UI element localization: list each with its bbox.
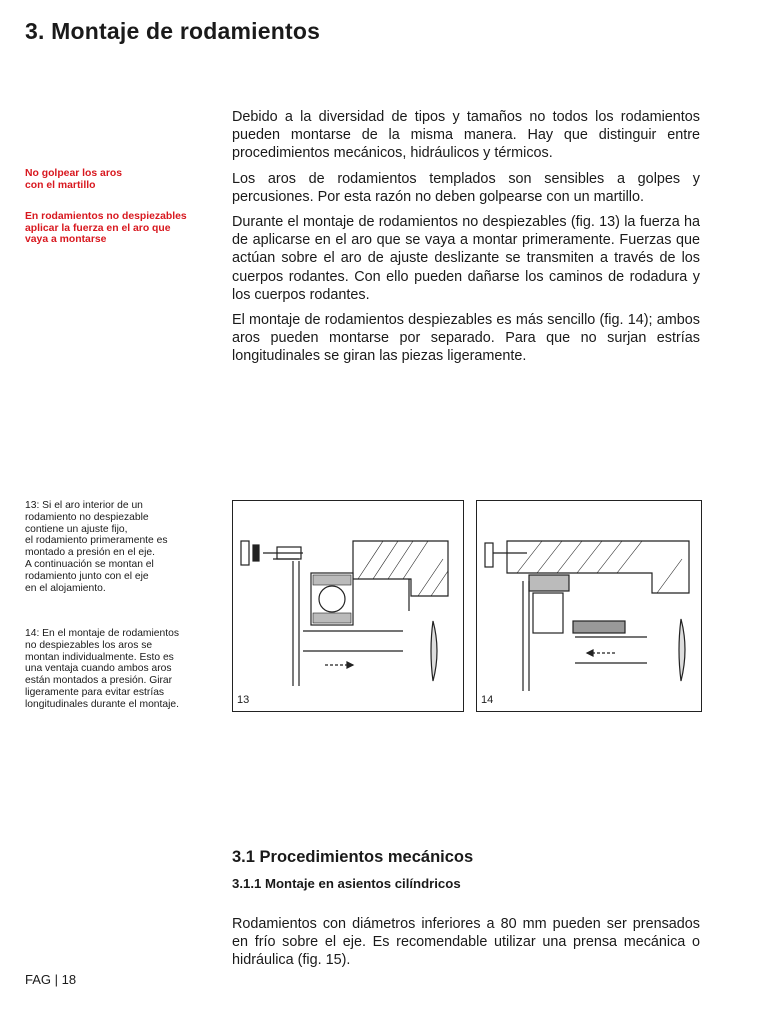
figure-14 [476, 500, 702, 712]
subsection-heading: 3.1.1 Montaje en asientos cilíndricos [232, 876, 461, 891]
figure-14-number: 14 [481, 694, 494, 706]
intro-text-block [232, 108, 700, 373]
body-paragraph: El montaje de rodamientos despiezables es más sencillo (fig. 14); ambos aros pueden montarse por separado. Para que no surjan estrías longitudinales se giran las piezas ligeramente. [232, 312, 700, 365]
margin-note-hammer: No golpear los aros con el martillo [25, 168, 123, 191]
figure-14-caption: 14: En el montaje de rodamientos no despiezables los aros se montan individualmente. Esto es una ventaja cuando ambos aros están montados a presión. Girar ligeramente para evitar estrías longitudinales durante el montaje. [25, 628, 179, 710]
body-paragraph: Los aros de rodamientos templados son sensibles a golpes y percusiones. Por esta razón no deben golpearse con un martillo. [232, 170, 700, 205]
margin-note-force: En rodamientos no despiezables aplicar la fuerza en el aro que vaya a montarse [25, 211, 187, 246]
figure-14-drawing [477, 501, 701, 711]
page-title: 3. Montaje de rodamientos [25, 18, 321, 44]
figure-13-drawing [233, 501, 463, 711]
figure-13 [232, 500, 464, 712]
body-paragraph: Debido a la diversidad de tipos y tamaños no todos los rodamientos pueden montarse de la misma manera. Hay que distinguir entre procedimientos mecánicos, hidráulicos y térmicos. [232, 109, 700, 162]
body-paragraph: Durante el montaje de rodamientos no despiezables (fig. 13) la fuerza ha de aplicarse en el aro que se vaya a montar primeramente. Fuerzas que actúan sobre el aro de ajuste deslizante se transmiten a través de los cuerpos rodantes. Con ello pueden dañarse los caminos de rodadura y los cuerpos rodantes. [232, 214, 700, 303]
figure-13-number: 13 [237, 694, 250, 706]
page-footer: FAG | 18 [25, 972, 77, 987]
figure-13-caption: 13: Si el aro interior de un rodamiento no despiezable contiene un ajuste fijo, el rodamiento primeramente es montado a presión en el eje. A continuación se montan el rodamiento junto con el eje en el alojamiento. [25, 500, 168, 594]
section-paragraph: Rodamientos con diámetros inferiores a 80 mm pueden ser prensados en frío sobre el eje. Es recomendable utilizar una prensa mecánica o hidráulica (fig. 15). [232, 916, 700, 969]
section-heading: 3.1 Procedimientos mecánicos [232, 848, 474, 866]
